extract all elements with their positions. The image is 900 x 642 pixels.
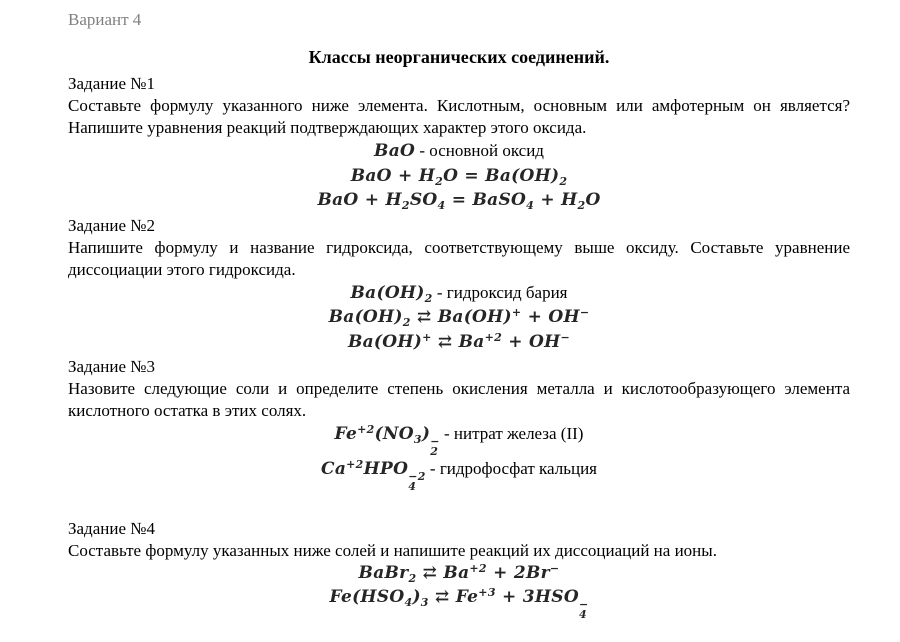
equation: BaO + $H_2SO_4$ = BaSO$_4$ + $H_2O$ (317, 190, 601, 212)
task-2-heading: Задание №2 (68, 215, 155, 235)
task-1-body: Составьте формулу указанного ниже элемента. Кислотным, основным или амфотерным он является? Напишите уравнения реакций подтверждающих характер этого оксида. (68, 96, 850, 137)
task-3-heading: Задание №3 (68, 357, 155, 376)
variant-label: Вариант 4 (68, 10, 142, 29)
task-3 (68, 355, 850, 493)
task-2 (68, 214, 850, 356)
task-3-body: Назовите следующие соли и определите степень окисления металла и кислотообразующего элемента кислотного остатка в этих солях. (68, 379, 850, 420)
equation: BaO - основной оксид (374, 141, 544, 161)
equation: $Fe^{+2}(NO_3)$ − 2 - нитрат железа (II) (334, 422, 584, 458)
task-3-equations (68, 422, 850, 493)
equation: $Ba(OH)_2$ ⇄ Ba(OH)+ + OH− (328, 305, 590, 329)
task-1-equations (68, 139, 850, 214)
equation: Ba(OH)+ ⇄ $Ba^{+2} + OH^-$ (347, 330, 571, 352)
equation: $Ba(OH)_2$ - гидроксид бария (350, 282, 568, 305)
equation: BaO + $H_2O = Ba(OH)_2$ (350, 165, 568, 188)
equation: BaBr$_2$ ⇄ $Ba^{+2} + 2Br^-$ (358, 561, 560, 585)
task-1-heading: Задание №1 (68, 74, 155, 93)
page-title: Классы неорганических соединений. (308, 47, 610, 67)
task-2-body: Напишите формулу и название гидроксида, соответствующему выше оксиду. Составьте уравнение диссоциации этого гидроксида. (68, 237, 850, 279)
equation: $Ca^{+2}HPO$ −2 4 - гидрофосфат кальция (320, 458, 597, 494)
task-1 (68, 72, 850, 214)
task-4 (68, 517, 850, 621)
task-4-heading: Задание №4 (68, 518, 155, 538)
task-4-body: Составьте формулу указанных ниже солей и напишите реакций их диссоциаций на ионы. (68, 540, 717, 560)
task-2-equations (68, 281, 850, 356)
equation: $Fe(HSO_4)_3$ ⇄ $Fe^{+3} + 3HSO$ − 4 (329, 586, 589, 622)
task-4-equations (68, 562, 850, 621)
